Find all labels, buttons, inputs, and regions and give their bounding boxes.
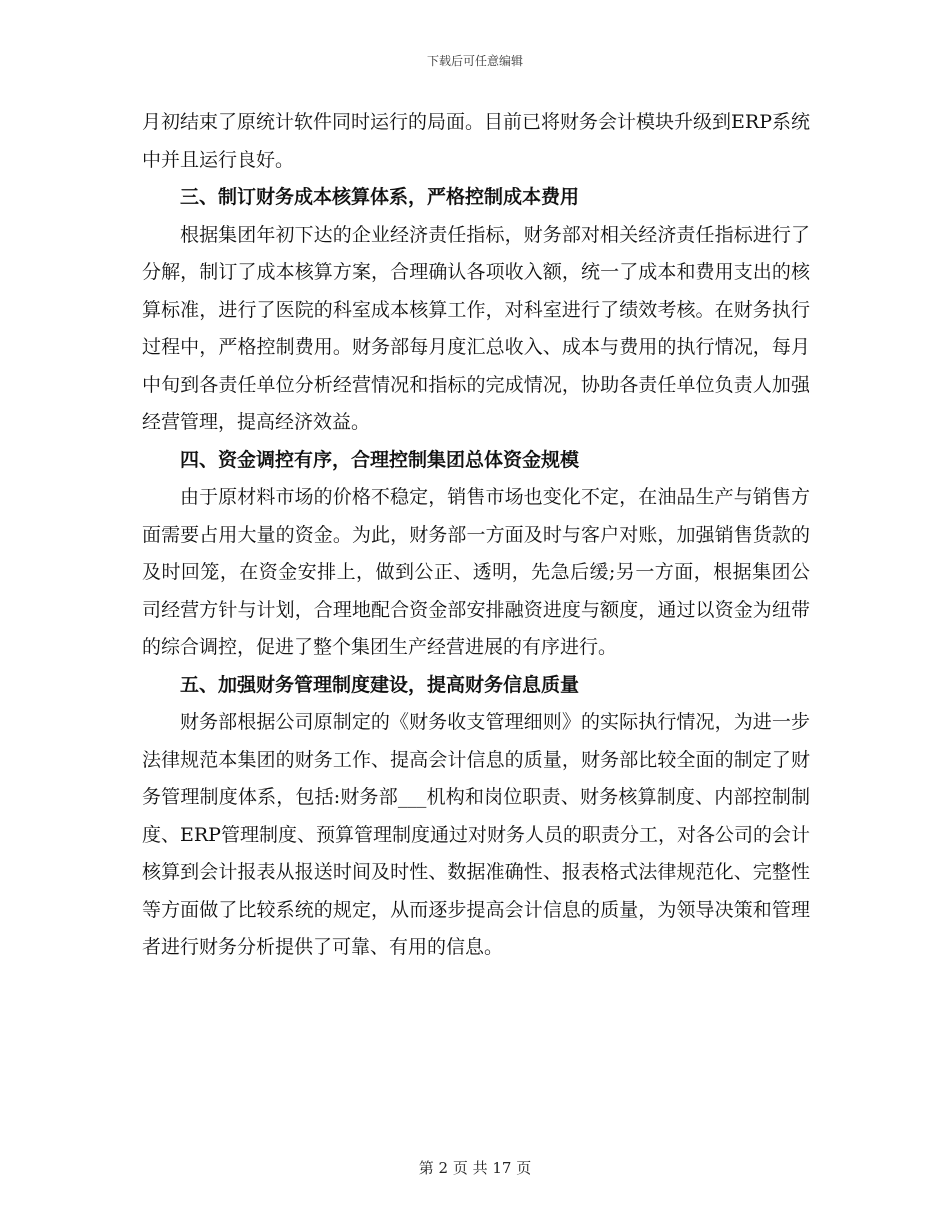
section-heading: 四、资金调控有序，合理控制集团总体资金规模 xyxy=(180,448,580,471)
paragraph: 月初结束了原统计软件同时运行的局面。目前已将财务会计模块升级到ERP系统中并且运行良好。 xyxy=(142,111,810,171)
section-heading: 三、制订财务成本核算体系，严格控制成本费用 xyxy=(180,186,580,208)
document-body xyxy=(142,104,810,967)
page-header: 下载后可任意编辑 xyxy=(426,54,523,68)
paragraph: 财务部根据公司原制定的《财务收支管理细则》的实际执行情况，为进一步法律规范本集团的财务工作、提高会计信息的质量，财务部比较全面的制定了财务管理制度体系，包括:财务部___机构和岗位职责、财务核算制度、内部控制制度、ERP管理制度、预算管理制度通过对财务人员的职责分工，对各公司的会计核算到会计报表从报送时间及时性、数据准确性、报表格式法律规范化、完整性等方面做了比较系统的规定，从而逐步提高会计信息的质量，为领导决策和管理者进行财务分析提供了可靠、有用的信息。 xyxy=(142,711,810,958)
paragraph: 根据集团年初下达的企业经济责任指标，财务部对相关经济责任指标进行了分解，制订了成本核算方案，合理确认各项收入额，统一了成本和费用支出的核算标准，进行了医院的科室成本核算工作，对科室进行了绩效考核。在财务执行过程中，严格控制费用。财务部每月度汇总收入、成本与费用的执行情况，每月中旬到各责任单位分析经营情况和指标的完成情况，协助各责任单位负责人加强经营管理，提高经济效益。 xyxy=(142,223,810,433)
page-footer: 第 2 页 共 17 页 xyxy=(418,1159,532,1177)
paragraph: 由于原材料市场的价格不稳定，销售市场也变化不定，在油品生产与销售方面需要占用大量的资金。为此，财务部一方面及时与客户对账，加强销售货款的及时回笼，在资金安排上，做到公正、透明，先急后缓;另一方面，根据集团公司经营方针与计划，合理地配合资金部安排融资进度与额度，通过以资金为纽带的综合调控，促进了整个集团生产经营进展的有序进行。 xyxy=(142,486,810,658)
section-heading: 五、加强财务管理制度建设，提高财务信息质量 xyxy=(180,673,580,696)
